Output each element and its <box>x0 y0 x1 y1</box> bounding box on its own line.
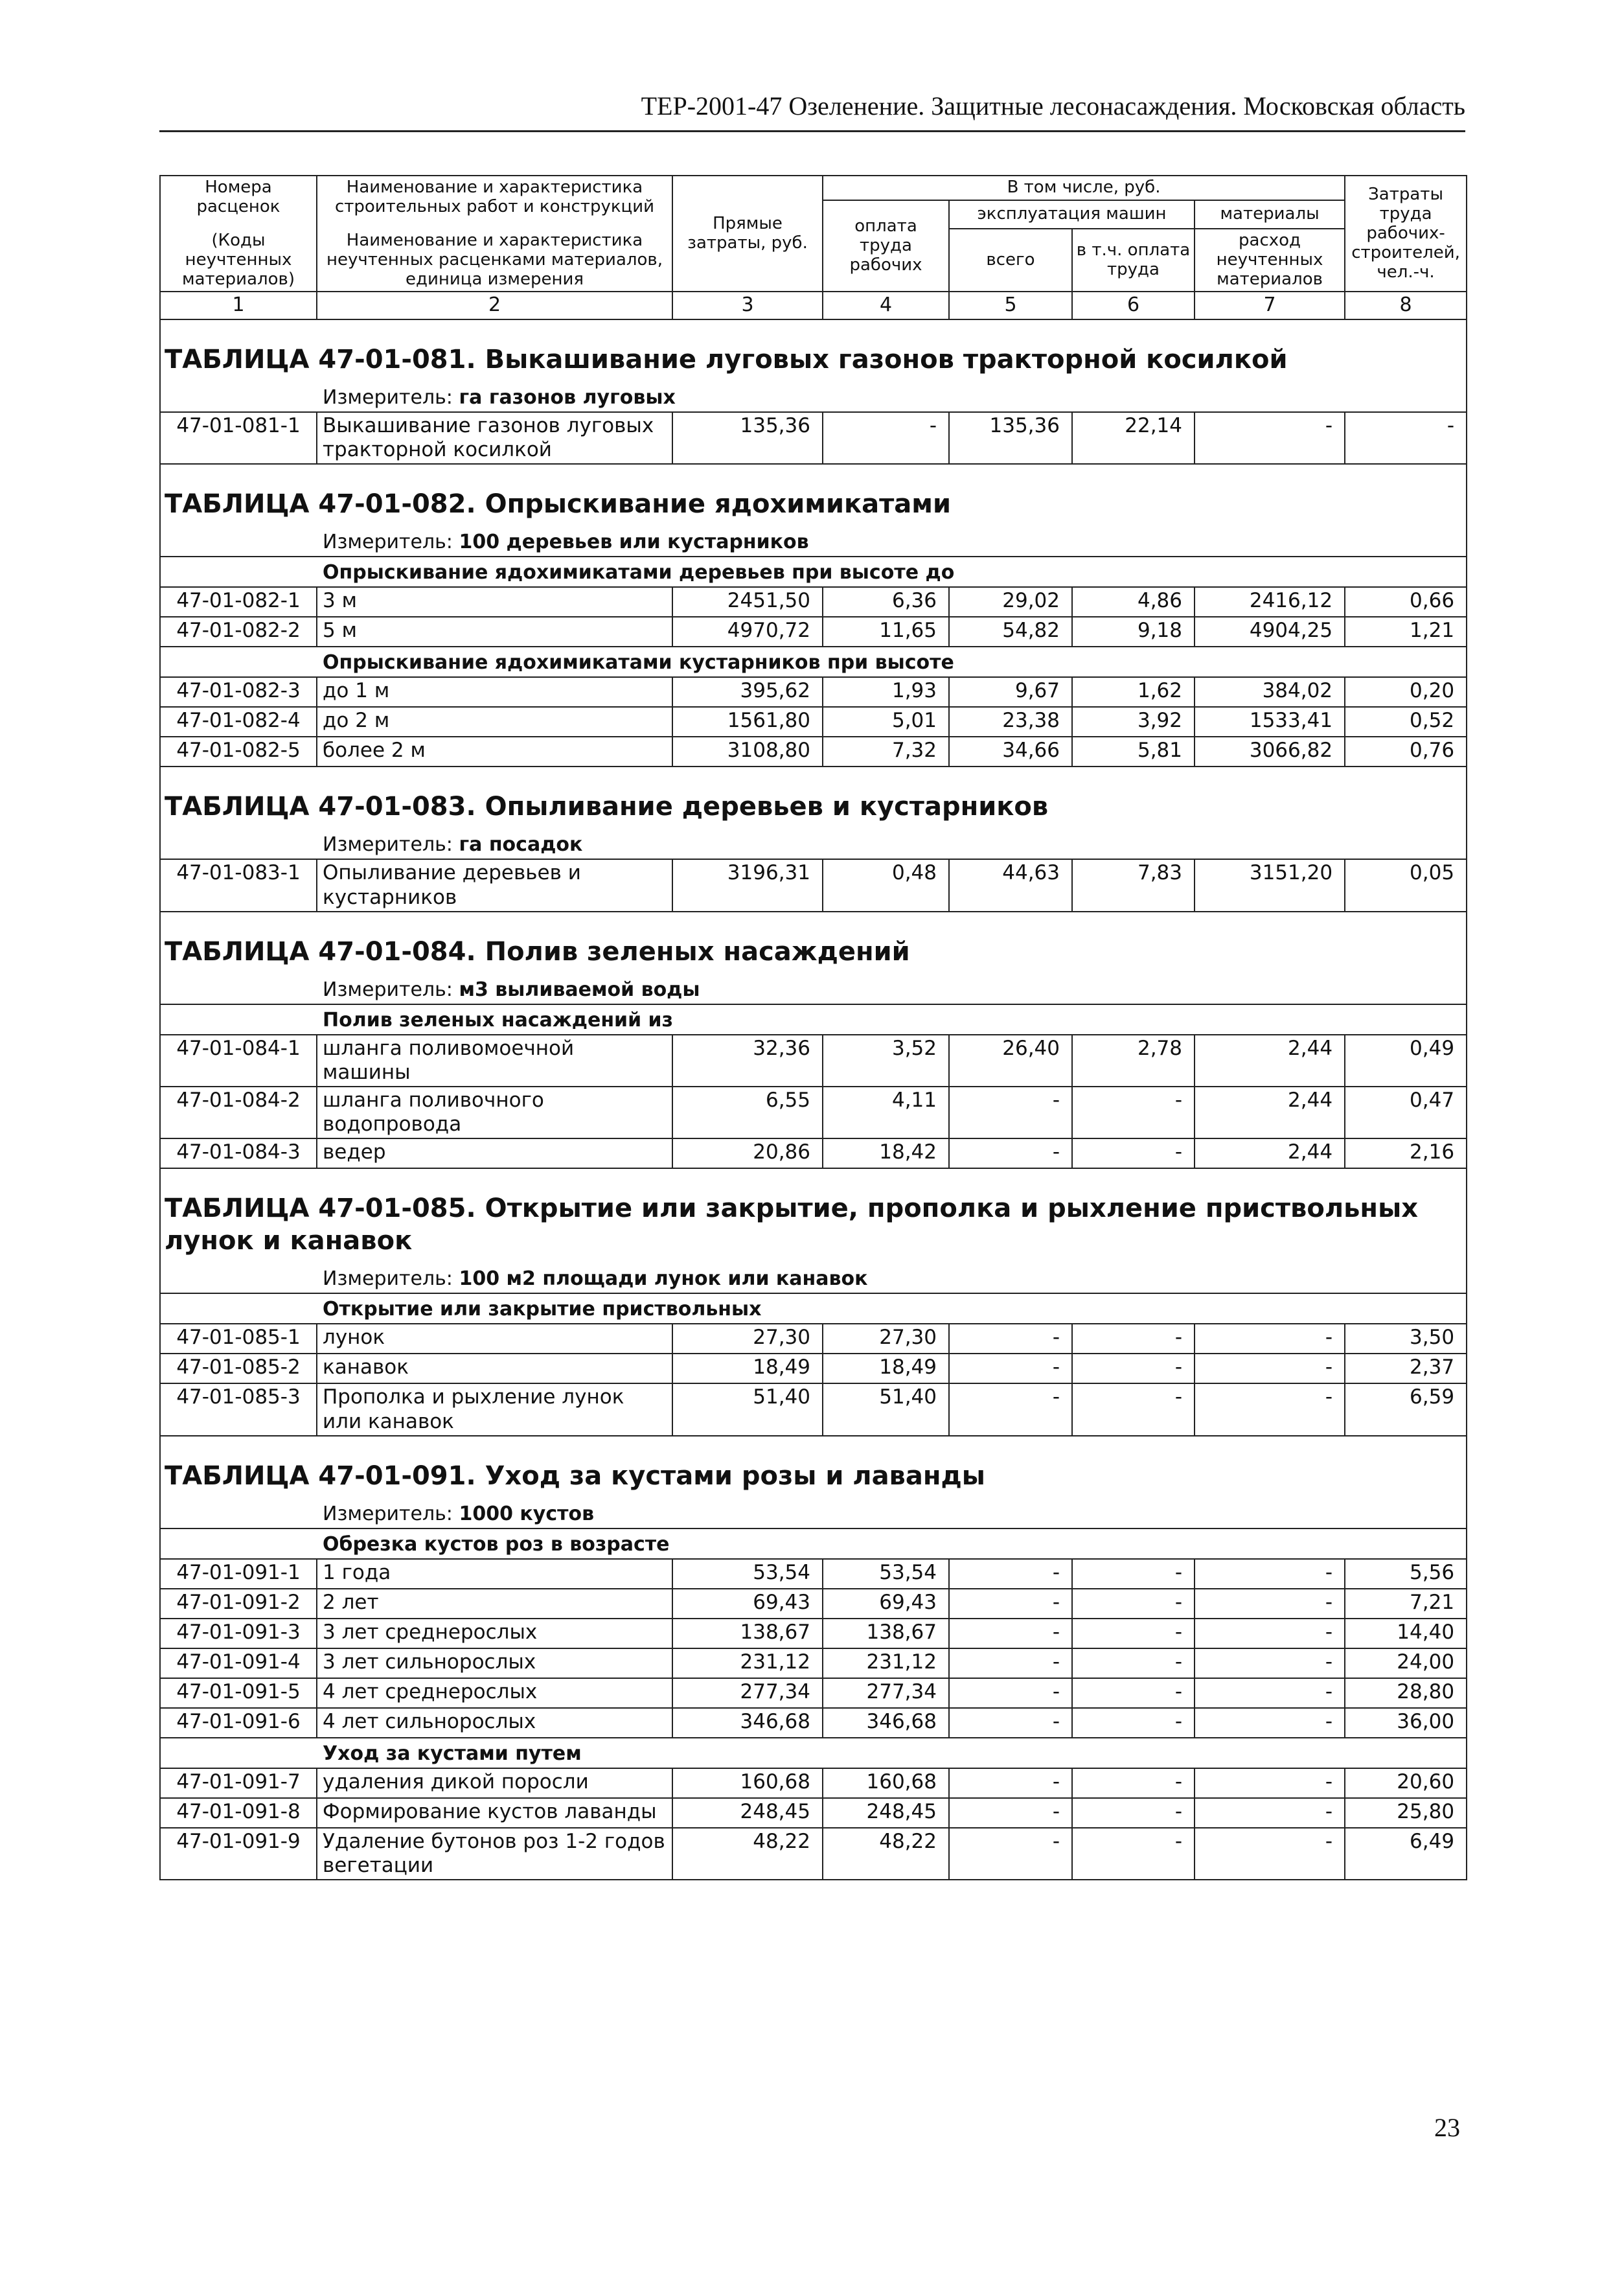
direct-costs-cell: 277,34 <box>672 1678 823 1708</box>
labor-hours-cell: - <box>1345 412 1467 464</box>
table-row <box>160 737 1467 767</box>
materials-cell: - <box>1195 412 1345 464</box>
table-title <box>160 1448 1467 1499</box>
labor-hours-cell: 0,20 <box>1345 677 1467 707</box>
labor-hours-cell: 1,21 <box>1345 617 1467 647</box>
labor-pay-cell: 48,22 <box>823 1828 949 1880</box>
rate-code-cell: 47-01-091-3 <box>160 1619 317 1648</box>
materials-cell: 1533,41 <box>1195 707 1345 737</box>
machines-total-cell: 9,67 <box>949 677 1072 707</box>
direct-costs-cell: 69,43 <box>672 1589 823 1619</box>
section-gap <box>160 912 1467 924</box>
materials-cell: 4904,25 <box>1195 617 1345 647</box>
subheading: Опрыскивание ядохимикатами кустарников при высоте <box>160 647 1467 677</box>
column-number: 5 <box>949 292 1072 319</box>
work-name-cell: более 2 м <box>317 737 672 767</box>
materials-cell: - <box>1195 1383 1345 1435</box>
table-row <box>160 617 1467 647</box>
table-row <box>160 1324 1467 1354</box>
materials-cell: - <box>1195 1589 1345 1619</box>
direct-costs-cell: 53,54 <box>672 1559 823 1589</box>
meter-row <box>160 1263 1467 1293</box>
machines-labor-cell: - <box>1072 1708 1195 1738</box>
rate-code-cell: 47-01-082-2 <box>160 617 317 647</box>
meter-row <box>160 829 1467 859</box>
rate-code-cell: 47-01-091-8 <box>160 1798 317 1828</box>
table-body <box>160 319 1467 1880</box>
work-name-cell: 4 лет среднерослых <box>317 1678 672 1708</box>
machines-labor-cell: - <box>1072 1768 1195 1798</box>
labor-pay-cell: 1,93 <box>823 677 949 707</box>
labor-hours-cell: 0,47 <box>1345 1087 1467 1138</box>
rate-code-cell: 47-01-085-1 <box>160 1324 317 1354</box>
rate-code-cell: 47-01-085-2 <box>160 1354 317 1383</box>
header-material-codes-label: (Коды неучтенных материалов) <box>181 230 295 289</box>
labor-pay-cell: 18,49 <box>823 1354 949 1383</box>
work-name-cell: 3 м <box>317 587 672 617</box>
table-title <box>160 924 1467 975</box>
machines-labor-cell: - <box>1072 1828 1195 1880</box>
machines-total-cell: - <box>949 1354 1072 1383</box>
column-number: 1 <box>160 292 317 319</box>
machines-total-cell: - <box>949 1324 1072 1354</box>
header-machines-total: всего <box>949 229 1072 292</box>
direct-costs-cell: 3196,31 <box>672 859 823 911</box>
column-number: 3 <box>672 292 823 319</box>
meter-value: га посадок <box>459 833 583 857</box>
work-name-cell: шланга поливочного водопровода <box>317 1087 672 1138</box>
header-direct-costs: Прямые затраты, руб. <box>672 176 823 292</box>
table-number: ТАБЛИЦА 47-01-082. <box>165 489 476 520</box>
direct-costs-cell: 346,68 <box>672 1708 823 1738</box>
rate-code-cell: 47-01-082-3 <box>160 677 317 707</box>
column-number: 7 <box>1195 292 1345 319</box>
machines-labor-cell: 4,86 <box>1072 587 1195 617</box>
direct-costs-cell: 6,55 <box>672 1087 823 1138</box>
meter-row <box>160 1499 1467 1528</box>
section-gap-cell <box>160 1168 1467 1181</box>
column-number: 8 <box>1345 292 1467 319</box>
materials-cell: - <box>1195 1708 1345 1738</box>
subheading-row <box>160 1293 1467 1324</box>
meter-value: 1000 кустов <box>459 1502 595 1525</box>
labor-hours-cell: 5,56 <box>1345 1559 1467 1589</box>
labor-hours-cell: 24,00 <box>1345 1648 1467 1678</box>
table-row <box>160 1383 1467 1435</box>
work-name-cell: лунок <box>317 1324 672 1354</box>
table-row <box>160 1678 1467 1708</box>
table-row <box>160 1087 1467 1138</box>
subheading-row <box>160 1528 1467 1559</box>
materials-cell: - <box>1195 1648 1345 1678</box>
labor-pay-cell: 0,48 <box>823 859 949 911</box>
section-gap-cell <box>160 912 1467 924</box>
work-name-cell: Удаление бутонов роз 1-2 годов вегетации <box>317 1828 672 1880</box>
table-row <box>160 1768 1467 1798</box>
labor-pay-cell: 27,30 <box>823 1324 949 1354</box>
materials-cell: 384,02 <box>1195 677 1345 707</box>
labor-pay-cell: 346,68 <box>823 1708 949 1738</box>
work-name-cell: удаления дикой поросли <box>317 1768 672 1798</box>
subheading: Открытие или закрытие приствольных <box>160 1293 1467 1324</box>
section-gap <box>160 319 1467 332</box>
materials-cell: - <box>1195 1559 1345 1589</box>
direct-costs-cell: 18,49 <box>672 1354 823 1383</box>
section-gap <box>160 1168 1467 1181</box>
direct-costs-cell: 138,67 <box>672 1619 823 1648</box>
table-number: ТАБЛИЦА 47-01-081. <box>165 344 476 375</box>
subheading-row <box>160 1004 1467 1035</box>
machines-labor-cell: 5,81 <box>1072 737 1195 767</box>
direct-costs-cell: 20,86 <box>672 1138 823 1168</box>
labor-pay-cell: 69,43 <box>823 1589 949 1619</box>
table-title-row <box>160 1181 1467 1263</box>
machines-labor-cell: 9,18 <box>1072 617 1195 647</box>
table-name: Выкашивание луговых газонов тракторной косилкой <box>485 344 1288 375</box>
machines-labor-cell: - <box>1072 1589 1195 1619</box>
meter-label: Измеритель: <box>323 833 453 857</box>
header-machines: эксплуатация машин <box>949 200 1195 229</box>
subheading-row <box>160 1738 1467 1768</box>
materials-cell: - <box>1195 1619 1345 1648</box>
machines-labor-cell: - <box>1072 1619 1195 1648</box>
machines-total-cell: 23,38 <box>949 707 1072 737</box>
table-title <box>160 1181 1467 1263</box>
meter-value: м3 выливаемой воды <box>459 978 700 1001</box>
machines-total-cell: - <box>949 1589 1072 1619</box>
table-row <box>160 1354 1467 1383</box>
machines-labor-cell: - <box>1072 1559 1195 1589</box>
direct-costs-cell: 27,30 <box>672 1324 823 1354</box>
labor-pay-cell: 7,32 <box>823 737 949 767</box>
rates-table <box>159 175 1467 1880</box>
machines-total-cell: - <box>949 1828 1072 1880</box>
materials-cell: 3066,82 <box>1195 737 1345 767</box>
machines-total-cell: 54,82 <box>949 617 1072 647</box>
column-number: 4 <box>823 292 949 319</box>
subheading: Полив зеленых насаждений из <box>160 1004 1467 1035</box>
direct-costs-cell: 32,36 <box>672 1035 823 1087</box>
machines-total-cell: 29,02 <box>949 587 1072 617</box>
rate-code-cell: 47-01-091-4 <box>160 1648 317 1678</box>
table-name: Опрыскивание ядохимикатами <box>485 489 952 520</box>
machines-labor-cell: - <box>1072 1648 1195 1678</box>
machines-labor-cell: - <box>1072 1324 1195 1354</box>
materials-cell: 2,44 <box>1195 1138 1345 1168</box>
table-row <box>160 1035 1467 1087</box>
running-header: ТЕР-2001-47 Озеленение. Защитные лесонасаждения. Московская область <box>159 91 1465 132</box>
labor-pay-cell: 277,34 <box>823 1678 949 1708</box>
table-name: Опыливание деревьев и кустарников <box>485 792 1049 822</box>
labor-hours-cell: 25,80 <box>1345 1798 1467 1828</box>
header-materials-name-label: Наименование и характеристика неучтенных расценками материалов, единица измерения <box>326 230 663 289</box>
direct-costs-cell: 4970,72 <box>672 617 823 647</box>
table-row <box>160 587 1467 617</box>
machines-labor-cell: - <box>1072 1138 1195 1168</box>
machines-labor-cell: - <box>1072 1354 1195 1383</box>
labor-hours-cell: 36,00 <box>1345 1708 1467 1738</box>
labor-hours-cell: 0,05 <box>1345 859 1467 911</box>
labor-pay-cell: 51,40 <box>823 1383 949 1435</box>
meter-label: Измеритель: <box>323 978 453 1001</box>
rate-code-cell: 47-01-081-1 <box>160 412 317 464</box>
materials-cell: 2,44 <box>1195 1035 1345 1087</box>
labor-hours-cell: 7,21 <box>1345 1589 1467 1619</box>
meter <box>160 1499 1467 1528</box>
table-name: Полив зеленых насаждений <box>485 936 910 967</box>
rate-code-cell: 47-01-091-7 <box>160 1768 317 1798</box>
table-number: ТАБЛИЦА 47-01-085. <box>165 1194 476 1224</box>
header-materials: материалы <box>1195 200 1345 229</box>
header-machines-labor: в т.ч. оплата труда <box>1072 229 1195 292</box>
section-gap <box>160 464 1467 476</box>
table-title-row <box>160 476 1467 527</box>
labor-pay-cell: 53,54 <box>823 1559 949 1589</box>
rate-code-cell: 47-01-084-2 <box>160 1087 317 1138</box>
rate-code-cell: 47-01-084-1 <box>160 1035 317 1087</box>
machines-total-cell: - <box>949 1619 1072 1648</box>
machines-total-cell: - <box>949 1648 1072 1678</box>
meter <box>160 975 1467 1004</box>
meter <box>160 382 1467 412</box>
direct-costs-cell: 1561,80 <box>672 707 823 737</box>
materials-cell: 2,44 <box>1195 1087 1345 1138</box>
materials-cell: - <box>1195 1678 1345 1708</box>
machines-labor-cell: 3,92 <box>1072 707 1195 737</box>
direct-costs-cell: 3108,80 <box>672 737 823 767</box>
machines-labor-cell: - <box>1072 1678 1195 1708</box>
labor-hours-cell: 0,49 <box>1345 1035 1467 1087</box>
materials-cell: - <box>1195 1828 1345 1880</box>
table-title <box>160 332 1467 382</box>
rate-code-cell: 47-01-091-6 <box>160 1708 317 1738</box>
table-name: Открытие или закрытие, прополка и рыхление приствольных лунок и канавок <box>165 1194 1419 1256</box>
subheading-row <box>160 557 1467 587</box>
machines-labor-cell: 1,62 <box>1072 677 1195 707</box>
table-title-row <box>160 1448 1467 1499</box>
direct-costs-cell: 395,62 <box>672 677 823 707</box>
work-name-cell: 4 лет сильнорослых <box>317 1708 672 1738</box>
machines-total-cell: - <box>949 1383 1072 1435</box>
rate-code-cell: 47-01-084-3 <box>160 1138 317 1168</box>
header-rate-numbers <box>160 176 317 292</box>
header-materials-use: расход неучтенных материалов <box>1195 229 1345 292</box>
table-header <box>160 176 1467 319</box>
machines-total-cell: 44,63 <box>949 859 1072 911</box>
labor-hours-cell: 3,50 <box>1345 1324 1467 1354</box>
rate-code-cell: 47-01-082-4 <box>160 707 317 737</box>
work-name-cell: 3 лет среднерослых <box>317 1619 672 1648</box>
labor-pay-cell: 6,36 <box>823 587 949 617</box>
page-number: 23 <box>1434 2113 1460 2142</box>
machines-total-cell: - <box>949 1678 1072 1708</box>
direct-costs-cell: 248,45 <box>672 1798 823 1828</box>
subheading: Обрезка кустов роз в возрасте <box>160 1528 1467 1559</box>
labor-pay-cell: 3,52 <box>823 1035 949 1087</box>
meter-label: Измеритель: <box>323 1267 453 1291</box>
labor-pay-cell: 4,11 <box>823 1087 949 1138</box>
rate-code-cell: 47-01-082-5 <box>160 737 317 767</box>
direct-costs-cell: 135,36 <box>672 412 823 464</box>
machines-total-cell: - <box>949 1708 1072 1738</box>
labor-hours-cell: 0,66 <box>1345 587 1467 617</box>
header-work-name-label: Наименование и характеристика строительных работ и конструкций <box>334 178 655 216</box>
table-name: Уход за кустами розы и лаванды <box>485 1460 985 1491</box>
section-gap-cell <box>160 464 1467 476</box>
header-labor-pay: оплата труда рабочих <box>823 200 949 292</box>
materials-cell: - <box>1195 1798 1345 1828</box>
materials-cell: - <box>1195 1768 1345 1798</box>
labor-pay-cell: 231,12 <box>823 1648 949 1678</box>
section-gap <box>160 767 1467 779</box>
work-name-cell: до 1 м <box>317 677 672 707</box>
header-labor-cost: Затраты труда рабочих-строителей, чел.-ч. <box>1345 176 1467 292</box>
labor-hours-cell: 2,37 <box>1345 1354 1467 1383</box>
labor-pay-cell: 11,65 <box>823 617 949 647</box>
meter-value: га газонов луговых <box>459 386 676 409</box>
meter-label: Измеритель: <box>323 386 453 409</box>
table-title <box>160 476 1467 527</box>
meter-value: 100 м2 площади лунок или канавок <box>459 1267 868 1291</box>
labor-hours-cell: 20,60 <box>1345 1768 1467 1798</box>
work-name-cell: 5 м <box>317 617 672 647</box>
direct-costs-cell: 51,40 <box>672 1383 823 1435</box>
machines-total-cell: 34,66 <box>949 737 1072 767</box>
section-gap-cell <box>160 1436 1467 1448</box>
section-gap-cell <box>160 767 1467 779</box>
labor-hours-cell: 0,76 <box>1345 737 1467 767</box>
machines-total-cell: - <box>949 1768 1072 1798</box>
machines-labor-cell: 22,14 <box>1072 412 1195 464</box>
column-number: 6 <box>1072 292 1195 319</box>
work-name-cell: канавок <box>317 1354 672 1383</box>
meter-row <box>160 527 1467 557</box>
column-number: 2 <box>317 292 672 319</box>
labor-pay-cell: 18,42 <box>823 1138 949 1168</box>
meter-row <box>160 975 1467 1004</box>
table-row <box>160 1708 1467 1738</box>
materials-cell: - <box>1195 1354 1345 1383</box>
rate-code-cell: 47-01-091-9 <box>160 1828 317 1880</box>
materials-cell: 3151,20 <box>1195 859 1345 911</box>
materials-cell: - <box>1195 1324 1345 1354</box>
rate-code-cell: 47-01-083-1 <box>160 859 317 911</box>
meter-row <box>160 382 1467 412</box>
table-row <box>160 707 1467 737</box>
table-number: ТАБЛИЦА 47-01-084. <box>165 936 476 967</box>
machines-labor-cell: - <box>1072 1798 1195 1828</box>
table-row <box>160 859 1467 911</box>
table-row <box>160 412 1467 464</box>
labor-pay-cell: 248,45 <box>823 1798 949 1828</box>
meter <box>160 1263 1467 1293</box>
table-title-row <box>160 779 1467 829</box>
table-title-row <box>160 332 1467 382</box>
rate-code-cell: 47-01-082-1 <box>160 587 317 617</box>
work-name-cell: 2 лет <box>317 1589 672 1619</box>
section-gap-cell <box>160 319 1467 332</box>
machines-labor-cell: 7,83 <box>1072 859 1195 911</box>
subheading-row <box>160 647 1467 677</box>
direct-costs-cell: 48,22 <box>672 1828 823 1880</box>
labor-hours-cell: 6,59 <box>1345 1383 1467 1435</box>
machines-total-cell: - <box>949 1087 1072 1138</box>
header-rate-numbers-label: Номера расценок <box>196 178 280 216</box>
rate-code-cell: 47-01-091-1 <box>160 1559 317 1589</box>
meter <box>160 829 1467 859</box>
work-name-cell: Выкашивание газонов луговых тракторной косилкой <box>317 412 672 464</box>
machines-total-cell: - <box>949 1559 1072 1589</box>
work-name-cell: Формирование кустов лаванды <box>317 1798 672 1828</box>
machines-total-cell: 135,36 <box>949 412 1072 464</box>
materials-cell: 2416,12 <box>1195 587 1345 617</box>
work-name-cell: 3 лет сильнорослых <box>317 1648 672 1678</box>
subheading: Опрыскивание ядохимикатами деревьев при высоте до <box>160 557 1467 587</box>
rate-code-cell: 47-01-091-5 <box>160 1678 317 1708</box>
rate-code-cell: 47-01-091-2 <box>160 1589 317 1619</box>
work-name-cell: ведер <box>317 1138 672 1168</box>
machines-total-cell: 26,40 <box>949 1035 1072 1087</box>
table-row <box>160 1619 1467 1648</box>
meter-label: Измеритель: <box>323 531 453 554</box>
work-name-cell: Опыливание деревьев и кустарников <box>317 859 672 911</box>
direct-costs-cell: 231,12 <box>672 1648 823 1678</box>
table-title <box>160 779 1467 829</box>
subheading: Уход за кустами путем <box>160 1738 1467 1768</box>
table-number: ТАБЛИЦА 47-01-091. <box>165 1460 476 1491</box>
table-number: ТАБЛИЦА 47-01-083. <box>165 792 476 822</box>
table-row <box>160 1589 1467 1619</box>
machines-labor-cell: - <box>1072 1087 1195 1138</box>
labor-pay-cell: - <box>823 412 949 464</box>
labor-pay-cell: 160,68 <box>823 1768 949 1798</box>
work-name-cell: 1 года <box>317 1559 672 1589</box>
machines-labor-cell: 2,78 <box>1072 1035 1195 1087</box>
work-name-cell: до 2 м <box>317 707 672 737</box>
table-row <box>160 1798 1467 1828</box>
labor-hours-cell: 2,16 <box>1345 1138 1467 1168</box>
table-row <box>160 677 1467 707</box>
meter <box>160 527 1467 557</box>
header-work-name <box>317 176 672 292</box>
labor-pay-cell: 5,01 <box>823 707 949 737</box>
labor-hours-cell: 0,52 <box>1345 707 1467 737</box>
labor-hours-cell: 14,40 <box>1345 1619 1467 1648</box>
work-name-cell: Прополка и рыхление лунок или канавок <box>317 1383 672 1435</box>
labor-hours-cell: 6,49 <box>1345 1828 1467 1880</box>
section-gap <box>160 1436 1467 1448</box>
labor-hours-cell: 28,80 <box>1345 1678 1467 1708</box>
rate-code-cell: 47-01-085-3 <box>160 1383 317 1435</box>
direct-costs-cell: 160,68 <box>672 1768 823 1798</box>
header-including: В том числе, руб. <box>823 176 1345 200</box>
meter-value: 100 деревьев или кустарников <box>459 531 809 554</box>
work-name-cell: шланга поливомоечной машины <box>317 1035 672 1087</box>
machines-total-cell: - <box>949 1798 1072 1828</box>
labor-pay-cell: 138,67 <box>823 1619 949 1648</box>
table-row <box>160 1138 1467 1168</box>
direct-costs-cell: 2451,50 <box>672 587 823 617</box>
table-row <box>160 1828 1467 1880</box>
machines-total-cell: - <box>949 1138 1072 1168</box>
table-row <box>160 1648 1467 1678</box>
meter-label: Измеритель: <box>323 1502 453 1525</box>
table-title-row <box>160 924 1467 975</box>
machines-labor-cell: - <box>1072 1383 1195 1435</box>
table-row <box>160 1559 1467 1589</box>
